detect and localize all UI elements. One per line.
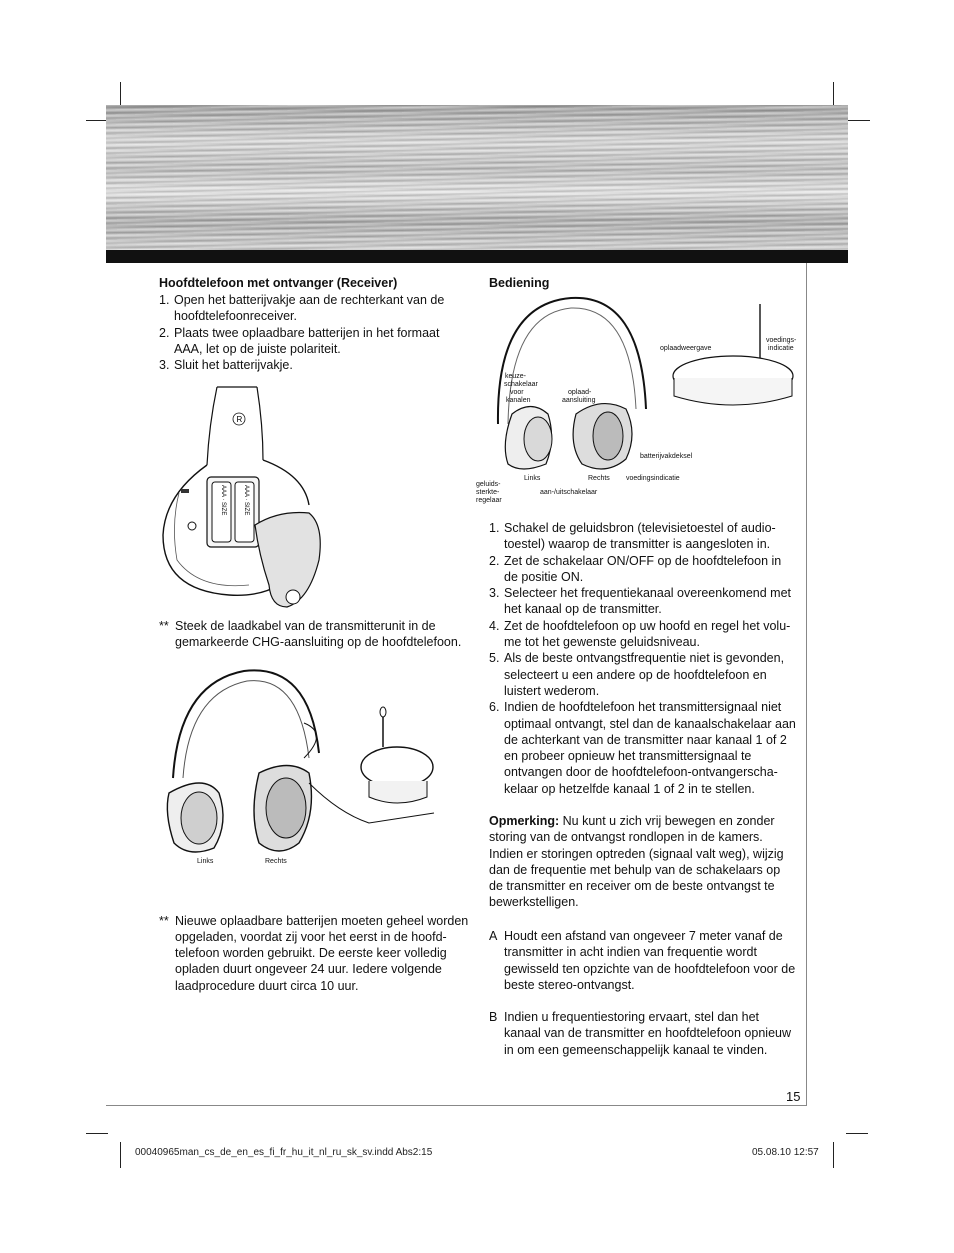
operation-diagram bbox=[476, 294, 798, 516]
crop-mark bbox=[848, 120, 870, 121]
step-number: 1. bbox=[159, 293, 170, 307]
page-number: 15 bbox=[786, 1089, 801, 1104]
step-text: Plaats twee oplaadbare batterijen in het formaat AAA, let op de juiste polariteit. bbox=[174, 325, 440, 356]
right-tips bbox=[489, 928, 797, 1058]
list-item bbox=[489, 699, 797, 797]
remark-paragraph bbox=[489, 813, 794, 911]
label-charge-port: aansluiting bbox=[562, 397, 596, 404]
list-item bbox=[159, 325, 459, 358]
step-number: 3. bbox=[489, 586, 500, 601]
label-right: Rechts bbox=[588, 475, 610, 482]
right-heading: Bediening bbox=[489, 276, 550, 290]
crop-mark bbox=[833, 1142, 834, 1168]
step-number: 3. bbox=[159, 358, 170, 373]
registered-mark: R bbox=[236, 415, 243, 424]
label-battery-cover: batterijvakdeksel bbox=[640, 453, 693, 460]
list-item bbox=[489, 650, 797, 699]
step-text: Schakel de geluidsbron (televisietoestel of audio-toestel) waarop de transmitter is aangesloten in. bbox=[504, 521, 776, 552]
label-volume: geluids- bbox=[476, 481, 501, 488]
list-item bbox=[489, 520, 797, 553]
label-charge-port: oplaad- bbox=[568, 389, 592, 396]
list-item bbox=[159, 357, 459, 373]
header-band bbox=[106, 250, 848, 263]
figure-label-left: Links bbox=[197, 858, 214, 865]
tip-letter: A bbox=[489, 929, 498, 943]
crop-mark bbox=[86, 120, 108, 121]
step-text: Zet de hoofdtelefoon op uw hoofd en regel het volu-me tot het gewenste geluidsniveau. bbox=[504, 618, 791, 650]
crop-mark bbox=[120, 1142, 121, 1168]
label-power-indication: voedingsindicatie bbox=[626, 475, 680, 482]
list-item bbox=[489, 553, 797, 586]
label-power-indicator: indicatie bbox=[768, 345, 794, 352]
note-marker: ** bbox=[159, 619, 169, 633]
step-text: Open het batterijvakje aan de rechterkant van de hoofdtelefoonreceiver. bbox=[174, 293, 445, 324]
tip-text: Indien u frequentiestoring ervaart, stel dan het kanaal van de transmitter en hoofdtelefoon opnieuw in om een gemeenschappelijk kanaal te vinden. bbox=[504, 1010, 791, 1057]
left-heading: Hoofdtelefoon met ontvanger (Receiver) bbox=[159, 276, 398, 290]
page-rule-right bbox=[806, 263, 807, 1105]
label-power-switch: aan-/uitschakelaar bbox=[540, 489, 598, 496]
step-number: 5. bbox=[489, 651, 500, 666]
step-text: Sluit het batterijvakje. bbox=[174, 358, 293, 373]
right-steps bbox=[489, 520, 797, 797]
step-text: Selecteer het frequentiekanaal overeenkomend met het kanaal op de transmitter. bbox=[504, 586, 791, 617]
remark-label: Opmerking: bbox=[489, 814, 560, 828]
label-channel-switch: voor bbox=[510, 389, 524, 396]
battery-label: AAA · SIZE bbox=[243, 485, 249, 516]
note-charging-cable bbox=[159, 618, 475, 651]
step-number: 4. bbox=[489, 618, 500, 633]
label-charge-display: oplaadweergave bbox=[660, 345, 712, 352]
footer-filename: 00040965man_cs_de_en_es_fi_fr_hu_it_nl_ru_sk_sv.indd Abs2:15 bbox=[135, 1147, 433, 1158]
label-volume: sterkte- bbox=[476, 489, 500, 496]
battery-label: AAA · SIZE bbox=[220, 485, 226, 516]
footer-date: 05.08.10 12:57 bbox=[752, 1147, 819, 1158]
left-steps bbox=[159, 292, 459, 373]
label-channel-switch: keuze- bbox=[505, 373, 527, 380]
step-text: Indien de hoofdtelefoon het transmittersignaal niet optimaal ontvangt, stel dan de kanaalschakelaar aan de achterkant van de transmitter naar kanaal 1 of 2 en probeer opnieuw het transmittersignaal te ontvangen door de hoofdtelefoon-ontvangerscha-kelaar op hetzelfde kanaal 1 of 2 in te stellen. bbox=[504, 700, 796, 796]
step-number: 2. bbox=[489, 553, 500, 568]
label-channel-switch: kanalen bbox=[506, 397, 531, 404]
note-marker: ** bbox=[159, 913, 169, 928]
crop-mark bbox=[846, 1133, 868, 1134]
note-battery-charging bbox=[159, 913, 485, 994]
note-text: Nieuwe oplaadbare batterijen moeten geheel worden opgeladen, voordat zij voor het eerst in de hoofd-telefoon worden gebruikt. De eerste keer volledig opladen duurt ongeveer 24 uur. Iedere volgende laadprocedure duurt circa 10 uur. bbox=[175, 913, 469, 993]
label-volume: regelaar bbox=[476, 497, 502, 504]
step-number: 2. bbox=[159, 325, 170, 340]
step-text: Als de beste ontvangstfrequentie niet is gevonden, selecteert u een andere op de hoofdtelefoon en luistert wederom. bbox=[504, 651, 785, 698]
list-item bbox=[489, 1009, 797, 1058]
page-rule-bottom bbox=[106, 1105, 807, 1106]
step-number: 1. bbox=[489, 521, 500, 535]
remark-text: Nu kunt u zich vrij bewegen en zonder storing van de ontvangst rondlopen in de kamers. Indien er storingen optreden (signaal valt weg), wijzig dan de frequentie met behulp van de schakelaars op de transmitter en receiver om de beste ontvangst te bewerkstelligen. bbox=[489, 814, 784, 910]
header-banner bbox=[106, 105, 848, 250]
figure-label-right: Rechts bbox=[265, 858, 287, 865]
list-item bbox=[489, 928, 797, 993]
step-text: Zet de schakelaar ON/OFF op de hoofdtelefoon in de positie ON. bbox=[504, 553, 782, 584]
label-channel-switch: schakelaar bbox=[504, 381, 538, 388]
label-power-indicator: voedings- bbox=[766, 337, 797, 344]
label-left: Links bbox=[524, 475, 541, 482]
list-item bbox=[159, 292, 459, 325]
list-item bbox=[489, 618, 797, 651]
note-text: Steek de laadkabel van de transmitterunit in de gemarkeerde CHG-aansluiting op de hoofdtelefoon. bbox=[175, 619, 462, 650]
battery-compartment-illustration bbox=[159, 385, 329, 613]
crop-mark bbox=[86, 1133, 108, 1134]
tip-text: Houdt een afstand van ongeveer 7 meter vanaf de transmitter in acht indien van frequentie wordt gewisseld ten opzichte van de hoofdtelefoon voor de beste stereo-ontvangst. bbox=[504, 929, 796, 992]
step-number: 6. bbox=[489, 700, 500, 715]
headphone-charging-illustration bbox=[159, 663, 459, 873]
tip-letter: B bbox=[489, 1010, 498, 1025]
list-item bbox=[489, 585, 797, 618]
